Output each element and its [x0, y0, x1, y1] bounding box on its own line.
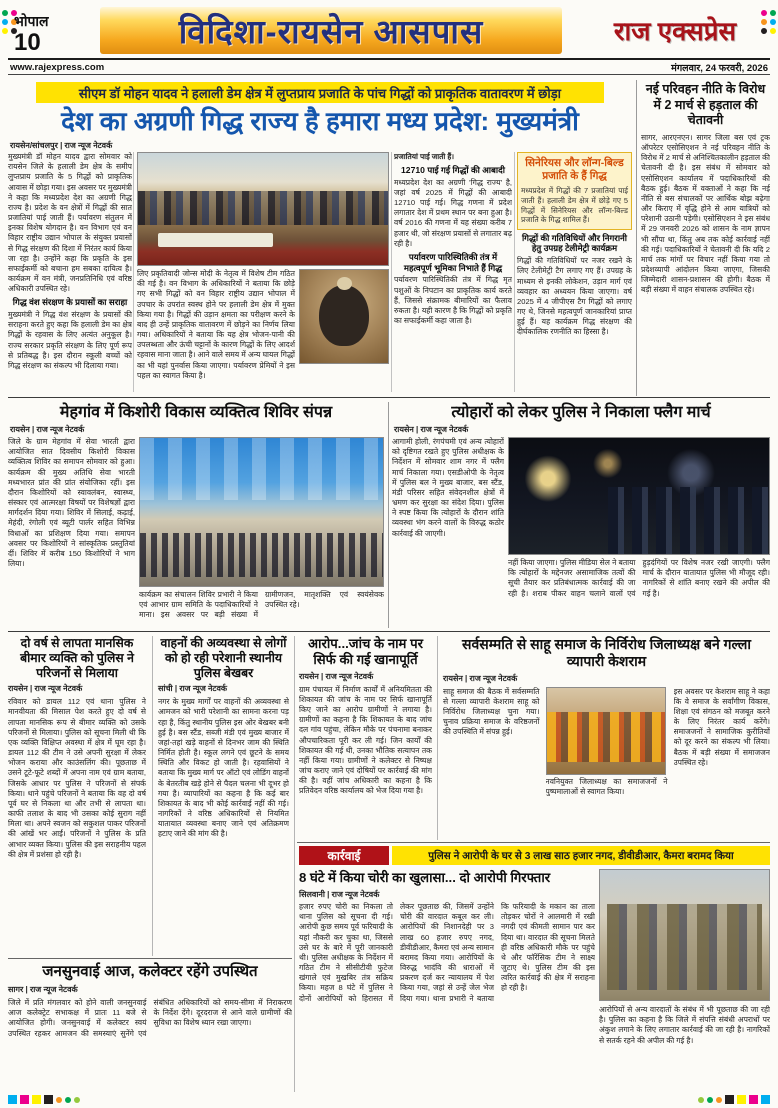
action-strip-headline: पुलिस ने आरोपी के घर से 3 लाख साठ हजार नगद, डीवीडीआर, कैमरा बरामद किया [392, 846, 770, 865]
sahu-photo [546, 687, 666, 775]
article-jansunwai [8, 963, 292, 1091]
color-mark [65, 1097, 71, 1103]
action-body-right: आरोपियों से अन्य वारदातों के संबंध में भी पूछताछ की जा रही है। पुलिस का कहना है कि जिले में संपत्ति संबंधी अपराधों पर अंकुश लगाने के लिए लगातार कार्रवाई की जा रही है। नागरिकों से सतर्क रहने की अपील की गई है। [599, 1005, 770, 1045]
missing-headline: दो वर्ष से लापता मानसिक बीमार व्यक्ति को पुलिस ने परिजनों से मिलाया [20, 636, 134, 680]
color-mark [74, 1097, 80, 1103]
jansunwai-byline: सागर | राज न्यूज नेटवर्क [8, 985, 78, 994]
color-mark [44, 1095, 53, 1104]
color-mark [725, 1095, 734, 1104]
sahu-byline: रायसेन | राज न्यूज नेटवर्क [443, 673, 518, 683]
lead-byline: रायसेन/सांचलपुर | राज न्यूज नेटवर्क [10, 141, 113, 150]
article-missing-person [8, 636, 146, 956]
article-vehicle-chaos [158, 636, 289, 956]
section-divider [297, 842, 770, 843]
jansunwai-body: जिले में प्रति मंगलवार को होने वाली जनसुनवाई आज कलेक्ट्रेट सभाकक्ष में प्रातः 11 बजे से आयोजित होगी। जनसुनवाई में कलेक्टर स्वयं उपस्थित रहकर आमजन की समस्याएं सुनेंगे एवं संबंधित अधिकारियों को समय-सीमा में निराकरण के निर्देश देंगे। दूरदराज से आने वाले ग्रामीणों की सुविधा का विशेष ध्यान रखा जाएगा। [8, 998, 292, 1038]
column-divider [391, 152, 392, 392]
strike-body: सागर, आरएनएन। सागर जिला बस एवं ट्रक ऑपरेटर एसोसिएशन ने नई परिवहन नीति के विरोध में 2 मार्च से अनिश्चितकालीन हड़ताल की चेतावनी दी है। इस संबंध में सोमवार को एसोसिएशन कार्यालय में पदाधिकारियों की बैठक हुई। बैठक में वक्ताओं ने कहा कि नई नीति से बस संचालकों पर आर्थिक बोझ बढ़ेगा और किराए में वृद्धि होने से आम यात्रियों को परेशानी उठानी पड़ेगी। एसोसिएशन ने इस संबंध में 29 जनवरी 2026 को शासन के नाम ज्ञापन भी सौंपा था, किंतु अब तक कोई कार्रवाई नहीं की गई। पदाधिकारियों ने चेतावनी दी कि यदि 2 मार्च तक मांगों पर विचार नहीं किया गया तो प्रदेशव्यापी आंदोलन किया जाएगा, जिसकी जिम्मेदारी शासन-प्रशासन की होगी। बैठक में बड़ी संख्या में वाहन संचालक उपस्थित रहे। [641, 132, 770, 295]
lead-paragraph: मुख्यमंत्री डॉ मोहन यादव द्वारा सोमवार को रायसेन जिले के हलाली डेम क्षेत्र के समीप लुप्तप्राय प्रजाति के 5 गिद्धों को प्राकृतिक आवास में छोड़ा गया। इस अवसर पर मुख्यमंत्री ने कहा कि मध्यप्रदेश देश का अग्रणी गिद्ध राज्य है। प्रदेश के वन क्षेत्रों में गिद्धों की सात प्रजातियां पाई जाती हैं। पर्यावरण संतुलन में इनका विशेष योगदान है। वन विभाग एवं वन विहार राष्ट्रीय उद्यान भोपाल के संयुक्त प्रयासों से गिद्ध संरक्षण की दिशा में निरंतर कार्य किया जा रहा है। उन्होंने कहा कि प्रकृति के इस सफाईकर्मी को बचाना हम सबका दायित्व है। कार्यक्रम में वन मंत्री, जनप्रतिनिधि एवं वरिष्ठ अधिकारी उपस्थित रहे। [8, 152, 132, 294]
color-mark [698, 1097, 704, 1103]
lead-column-3 [394, 152, 512, 392]
lead-subhead-population: 12710 पाई गई गिद्धों की आबादी [401, 164, 505, 175]
lead-event-photo [137, 152, 389, 266]
photo-detail [547, 712, 665, 762]
strike-headline: नई परिवहन नीति के विरोध में 2 मार्च से हड़ताल की चेतावनी [645, 82, 766, 128]
section-divider [8, 397, 770, 398]
color-mark [2, 10, 8, 16]
vehicles-headline: वाहनों की अव्यवस्था से लोगों को हो रही परेशानी स्थानीय पुलिस बेखबर [160, 636, 287, 680]
website-link[interactable]: www.rajexpress.com [10, 61, 105, 73]
missing-body: रविवार को डायल 112 एवं थाना पुलिस ने मानवीयता की मिसाल पेश करते हुए दो वर्ष से लापता मानसिक रूप से बीमार व्यक्ति को उसके परिजनों से मिलाया। पुलिस को सूचना मिली थी कि एक व्यक्ति विक्षिप्त अवस्था में क्षेत्र में घूम रहा है। डायल 112 की टीम ने उसे अपनी सुरक्षा में लेकर भोजन कराया और काउंसलिंग की। पूछताछ में उसने टूटे-फूटे शब्दों में अपना नाम एवं ग्राम बताया, जिसके आधार पर पुलिस ने परिजनों से संपर्क किया। थाने पहुंचे परिजनों ने बताया कि वह दो वर्ष पूर्व घर से निकला था और तभी से लापता था। काफी तलाश के बाद भी उसका कोई सुराग नहीं मिला था। अपने स्वजन को सकुशल पाकर परिजनों की आंखें भर आईं। परिजनों ने पुलिस के प्रति आभार व्यक्त किया। पुलिस की इस सराहनीय पहल की क्षेत्र में प्रशंसा हो रही है। [8, 697, 146, 859]
color-mark [770, 28, 776, 34]
registration-marks-bottom-left [8, 1095, 80, 1104]
action-byline: सिलवानी | राज न्यूज नेटवर्क [299, 890, 380, 899]
vulture-silhouette [319, 285, 368, 346]
highlight-box-body: मध्यप्रदेश में गिद्धों की 7 प्रजातियां पाई जाती हैं। हलाली डेम क्षेत्र में छोड़े गए 5 गिद्धों में सिनेरियस और लॉन्ग-बिल्ड प्रजाति के गिद्ध शामिल हैं। [521, 186, 628, 225]
lead-subhead-ecosystem: पर्यावरण पारिस्थितिकी तंत्र में महत्वपूर्ण भूमिका निभाते हैं गिद्ध [403, 251, 503, 273]
lead-paragraph: मध्यप्रदेश देश का अग्रणी 'गिद्ध राज्य' है, जहां वर्ष 2025 में गिद्धों की आबादी 12710 पाई गई। गिद्ध गणना में प्रदेश लगातार देश में प्रथम स्थान पर बना हुआ है। वर्ष 2016 की गणना में यह संख्या करीब 7 हजार थी, जो संरक्षण प्रयासों से लगातार बढ़ रही है। [394, 177, 512, 248]
column-divider [152, 636, 153, 956]
shivir-byline: रायसेन | राज न्यूज नेटवर्क [10, 425, 85, 434]
lead-paragraph: पर्यावरण पारिस्थितिकी तंत्र में गिद्ध मृत पशुओं के निपटान का प्राकृतिक कार्य करते हैं, जिससे संक्रामक बीमारियों का फैलाव रुकता है। यही कारण है कि गिद्धों को प्रकृति का सफाईकर्मी कहा जाता है। [394, 275, 512, 326]
aarop-headline: आरोप...जांच के नाम पर सिर्फ की गई खानापूर्ति [308, 636, 423, 667]
color-mark [749, 1095, 758, 1104]
sahu-column-left: साहू समाज की बैठक में सर्वसम्मति से गल्ला व्यापारी केशराम साहू को निर्विरोध जिलाध्यक्ष चुना गया। चुनाव प्रक्रिया समाज के वरिष्ठजनों की उपस्थिति में संपन्न हुई। [443, 686, 540, 737]
column-divider [636, 80, 637, 396]
lead-paragraph: गिद्धों की गतिविधियों पर नजर रखने के लिए टेलीमेट्री टैग लगाए गए हैं। उपग्रह के माध्यम से इनकी लोकेशन, उड़ान मार्ग एवं व्यवहार का अध्ययन किया जाएगा। वर्ष 2025 में 4 जीपीएस टैग गिद्धों को लगाए गए थे, जिनसे महत्वपूर्ण जानकारियां प्राप्त हुई हैं। यह कार्यक्रम गिद्ध संरक्षण की दीर्घकालिक रणनीति का हिस्सा है। [517, 256, 632, 337]
date-line: मंगलवार, 24 फरवरी, 2026 [671, 62, 768, 74]
missing-byline: रायसेन | राज न्यूज नेटवर्क [8, 684, 83, 694]
column-divider [133, 152, 134, 392]
sahu-photo-cell [546, 687, 668, 838]
color-mark [32, 1095, 41, 1104]
photo-detail [140, 533, 383, 577]
photo-detail [138, 191, 388, 225]
lead-paragraph: मुख्यमंत्री ने गिद्ध वंश संरक्षण के प्रयासों की सराहना करते हुए कहा कि हलाली डेम का क्षेत्र गिद्धों के रहवास के लिए अत्यंत अनुकूल है। राज्य सरकार प्रकृति संरक्षण के लिए पूर्ण रूप से प्रतिबद्ध है। इस दौरान स्कूली बच्चों को गिद्ध संरक्षण का संकल्प भी दिलाया गया। [8, 310, 132, 370]
flagmarch-byline: रायसेन | राज न्यूज नेटवर्क [394, 425, 469, 434]
city-label: भोपाल [14, 13, 49, 29]
photo-detail [300, 270, 388, 363]
color-mark [20, 1095, 29, 1104]
article-transport-strike [641, 82, 770, 394]
color-mark [707, 1097, 713, 1103]
flagmarch-headline: त्योहारों को लेकर पुलिस ने निकाला फ्लैग मार्च [451, 404, 711, 421]
arrest-photo [599, 869, 770, 1001]
color-mark [761, 1095, 770, 1104]
sahu-photo-caption: नवनियुक्त जिलाध्यक्ष का समाजजनों ने पुष्पमालाओं से स्वागत किया। [545, 776, 668, 796]
species-highlight-box [517, 152, 632, 230]
lead-subhead-telemetry: गिद्धों की गतिविधियों और निगरानी हेतु उपग्रह टेलीमेट्री कार्यक्रम [521, 232, 628, 254]
action-badge: कार्रवाई [299, 846, 389, 865]
color-mark [2, 19, 8, 25]
header-info-row [8, 58, 770, 75]
sahu-headline: सर्वसम्मति से साहू समाज के निर्विरोध जिलाध्यक्ष बने गल्ला व्यापारी केशराम [462, 636, 751, 669]
photo-detail [140, 438, 383, 500]
color-mark [8, 1095, 17, 1104]
lead-column-4 [517, 152, 632, 392]
vehicles-byline: सांची | राज न्यूज नेटवर्क [158, 684, 228, 694]
lead-photo-caption: प्रजातियां पाई जाती हैं। [394, 152, 455, 161]
jansunwai-headline: जनसुनवाई आज, कलेक्टर रहेंगे उपस्थित [42, 963, 258, 980]
shivir-under-photo-text: कार्यक्रम का संचालन शिविर प्रभारी ने किया एवं आभार ग्राम समिति के पदाधिकारियों ने माना। इस अवसर पर बड़ी संख्या में ग्रामीणजन, मातृशक्ति एवं स्वयंसेवक उपस्थित रहे। [139, 590, 384, 620]
action-body: हजार रुपए चोरी का निकला तो थाना पुलिस को सूचना दी गई। आरोपी कुछ समय पूर्व फरियादी के यहां नौकरी कर चुका था, जिससे उसे घर के बारे में पूरी जानकारी थी। पुलिस अधीक्षक के निर्देशन में गठित टीम ने सीसीटीवी फुटेज खंगाले एवं मुखबिर तंत्र सक्रिय किया। महज 8 घंटे में पुलिस ने दोनों आरोपियों को हिरासत में लेकर पूछताछ की, जिसमें उन्होंने चोरी की वारदात कबूल कर ली। आरोपियों की निशानदेही पर 3 लाख 60 हजार रुपए नगद, डीवीडीआर, कैमरा एवं अन्य सामान बरामद किया गया। आरोपियों के विरुद्ध भादंवि की धाराओं में प्रकरण दर्ज कर न्यायालय में पेश किया गया, जहां से उन्हें जेल भेज दिया गया। थाना प्रभारी ने बताया कि फरियादी के मकान का ताला तोड़कर चोरों ने आलमारी में रखी नगदी एवं कीमती सामान पार कर दिया था। वारदात की सूचना मिलते ही वरिष्ठ अधिकारी मौके पर पहुंचे थे और फॉरेंसिक टीम ने साक्ष्य जुटाए थे। पुलिस टीम की इस त्वरित कार्रवाई की क्षेत्र में सराहना हो रही है। [299, 902, 595, 1003]
article-sahu-samaj [443, 636, 770, 838]
flagmarch-under-photo-text: नहीं किया जाएगा। पुलिस मीडिया सेल ने बताया कि त्योहारों के मद्देनजर असामाजिक तत्वों की सूची तैयार कर प्रतिबंधात्मक कार्रवाई की जा रही है। शराब पीकर वाहन चलाने वालों एवं हुड़दंगियों पर विशेष नजर रखी जाएगी। फ्लैग मार्च के दौरान यातायात पुलिस भी मौजूद रही। नागरिकों से शांति बनाए रखने की अपील की गई है। [508, 558, 770, 598]
vulture-photo [299, 269, 389, 364]
flagmarch-photo [508, 437, 770, 555]
vehicles-body: नगर के मुख्य मार्गों पर वाहनों की अव्यवस्था से आमजन को भारी परेशानी का सामना करना पड़ रहा है, किंतु स्थानीय पुलिस इस ओर बेखबर बनी हुई है। बस स्टैंड, सब्जी मंडी एवं मुख्य बाजार में जहां-तहां खड़े वाहनों से दिनभर जाम की स्थिति निर्मित होती है। स्कूल लगने एवं छूटने के समय स्थिति और विकट हो जाती है। रहवासियों ने बताया कि मुख्य मार्ग पर ऑटो एवं लोडिंग वाहनों के बेतरतीब खड़े होने से पैदल चलना भी दूभर हो गया है। व्यापारियों का कहना है कि कई बार शिकायत के बाद भी कोई कार्रवाई नहीं की गई। नागरिकों ने वरिष्ठ अधिकारियों से नियमित यातायात व्यवस्था बनाए जाने एवं अतिक्रमण हटाए जाने की मांग की है। [158, 697, 289, 839]
photo-detail [158, 233, 273, 248]
column-divider [437, 636, 438, 840]
lead-paragraph: लिए प्रकृतिवादी जोन्स मोदी के नेतृत्व में विशेष टीम गठित की गई है। वन विभाग के अधिकारियों ने बताया कि छोड़े गए सभी गिद्धों को वन विहार राष्ट्रीय उद्यान भोपाल में उपचार के उपरांत स्वस्थ होने पर हलाली डेम क्षेत्र में मुक्त किया गया है। गिद्धों की उड़ान क्षमता का परीक्षण करने के बाद ही उन्हें प्राकृतिक वातावरण में छोड़ने का निर्णय लिया गया। अधिकारियों ने बताया कि यह क्षेत्र भोजन-पानी की उपलब्धता और ऊंची चट्टानों के कारण गिद्धों के लिए आदर्श रहवास माना जाता है। आने वाले समय में अन्य घायल गिद्धों का भी यहां पुनर्वास किया जाएगा। पर्यावरण प्रेमियों ने इस पहल का स्वागत किया है। [137, 269, 295, 380]
article-allegation [299, 636, 432, 838]
color-mark [2, 28, 8, 34]
color-mark [56, 1097, 62, 1103]
flagmarch-column: आगामी होली, रंगपंचमी एवं अन्य त्योहारों को दृष्टिगत रखते हुए पुलिस अधीक्षक के निर्देशन में सोमवार शाम नगर में फ्लैग मार्च निकाला गया। एसडीओपी के नेतृत्व में पुलिस बल ने मुख्य बाजार, बस स्टैंड, मंडी परिसर सहित संवेदनशील क्षेत्रों में भ्रमण कर सुरक्षा का संदेश दिया। पुलिस ने स्पष्ट किया कि त्योहारों के दौरान शांति व्यवस्था भंग करने वालों के विरुद्ध कठोर कार्रवाई की जाएगी। [392, 437, 504, 538]
section-divider [8, 631, 770, 632]
edition-block [14, 12, 92, 55]
sahu-column-right: इस अवसर पर केशराम साहू ने कहा कि वे समाज के सर्वांगीण विकास, शिक्षा एवं संगठन को मजबूत करने के लिए निरंतर कार्य करेंगे। समाजजनों ने सामाजिक कुरीतियों को दूर करने का संकल्प भी लिया। बैठक में बड़ी संख्या में समाजजन उपस्थित रहे। [673, 686, 770, 767]
sahu-content-row [443, 687, 770, 838]
brand-logo: राज एक्सप्रेस [613, 16, 737, 46]
highlight-box-title: सिनेरियस और लॉन्ग-बिल्ड प्रजाति के हैं गिद्ध [525, 157, 624, 183]
photo-detail [608, 487, 769, 554]
column-divider [514, 152, 515, 392]
color-mark [716, 1097, 722, 1103]
section-divider [8, 958, 292, 959]
aarop-byline: रायसेन | राज न्यूज नेटवर्क [299, 671, 374, 681]
shivir-photo [139, 437, 384, 587]
page-number: 10 [14, 29, 41, 56]
color-mark [770, 19, 776, 25]
kicker-strip: सीएम डॉ मोहन यादव ने हलाली डेम क्षेत्र में लुप्तप्राय प्रजाति के पांच गिद्धों को प्राकृतिक वातावरण में छोड़ा [36, 82, 604, 103]
photo-detail [337, 277, 352, 290]
lead-subhead-conservation: गिद्ध वंश संरक्षण के प्रयासों का सराहा [12, 297, 128, 308]
color-mark [737, 1095, 746, 1104]
masthead-title: विदिशा-रायसेन आसपास [100, 7, 562, 54]
action-headline: 8 घंटे में किया चोरी का खुलासा... दो आरोपी गिरफ्तार [299, 870, 551, 885]
column-divider [294, 636, 295, 1092]
column-divider [388, 402, 389, 628]
aarop-body: ग्राम पंचायत में निर्माण कार्यों में अनियमितता की शिकायत की जांच के नाम पर सिर्फ खानापूर्ति किए जाने का आरोप ग्रामीणों ने लगाया है। ग्रामीणों का कहना है कि शिकायत के बाद जांच दल गांव पहुंचा, लेकिन मौके पर पंचनामा बनाकर औपचारिकता पूरी कर ली गई। जिन कार्यों की शिकायत की गई थी, उनका भौतिक सत्यापन तक नहीं किया गया। ग्रामीणों ने कलेक्टर से निष्पक्ष जांच कराए जाने एवं दोषियों पर कार्रवाई की मांग की है। वहीं जांच अधिकारी का कहना है कि प्रतिवेदन वरिष्ठ कार्यालय को भेज दिया गया है। [299, 684, 432, 796]
shivir-headline: मेहगांव में किशोरी विकास व्यक्तित्व शिविर संपन्न [59, 404, 333, 421]
lead-column-1 [8, 152, 132, 392]
lead-headline: देश का अग्रणी गिद्ध राज्य है हमारा मध्य प्रदेश: मुख्यमंत्री [61, 106, 579, 136]
color-mark [770, 10, 776, 16]
photo-detail [607, 904, 763, 990]
shivir-column: जिले के ग्राम मेहगांव में सेवा भारती द्वारा आयोजित सात दिवसीय किशोरी विकास व्यक्तित्व शिविर का समापन सोमवार को हुआ। कार्यक्रम की मुख्य अतिथि सेवा भारती मध्यभारत प्रांत की प्रांत संयोजिका रहीं। इस दौरान किशोरियों को स्वावलंबन, स्वास्थ्य, संस्कार एवं आत्मरक्षा विषयों पर विशेषज्ञों द्वारा मार्गदर्शन दिया गया। शिविर में सिलाई, कढ़ाई, मेहंदी, रंगोली एवं ब्यूटी पार्लर सहित विभिन्न विधाओं का प्रशिक्षण दिया गया। समापन अवसर पर किशोरियों ने सांस्कृतिक प्रस्तुतियां दीं। शिविर में करीब 150 किशोरियों ने भाग लिया। [8, 437, 135, 569]
lead-under-photo-text [137, 269, 389, 392]
registration-marks-bottom-right [698, 1095, 770, 1104]
